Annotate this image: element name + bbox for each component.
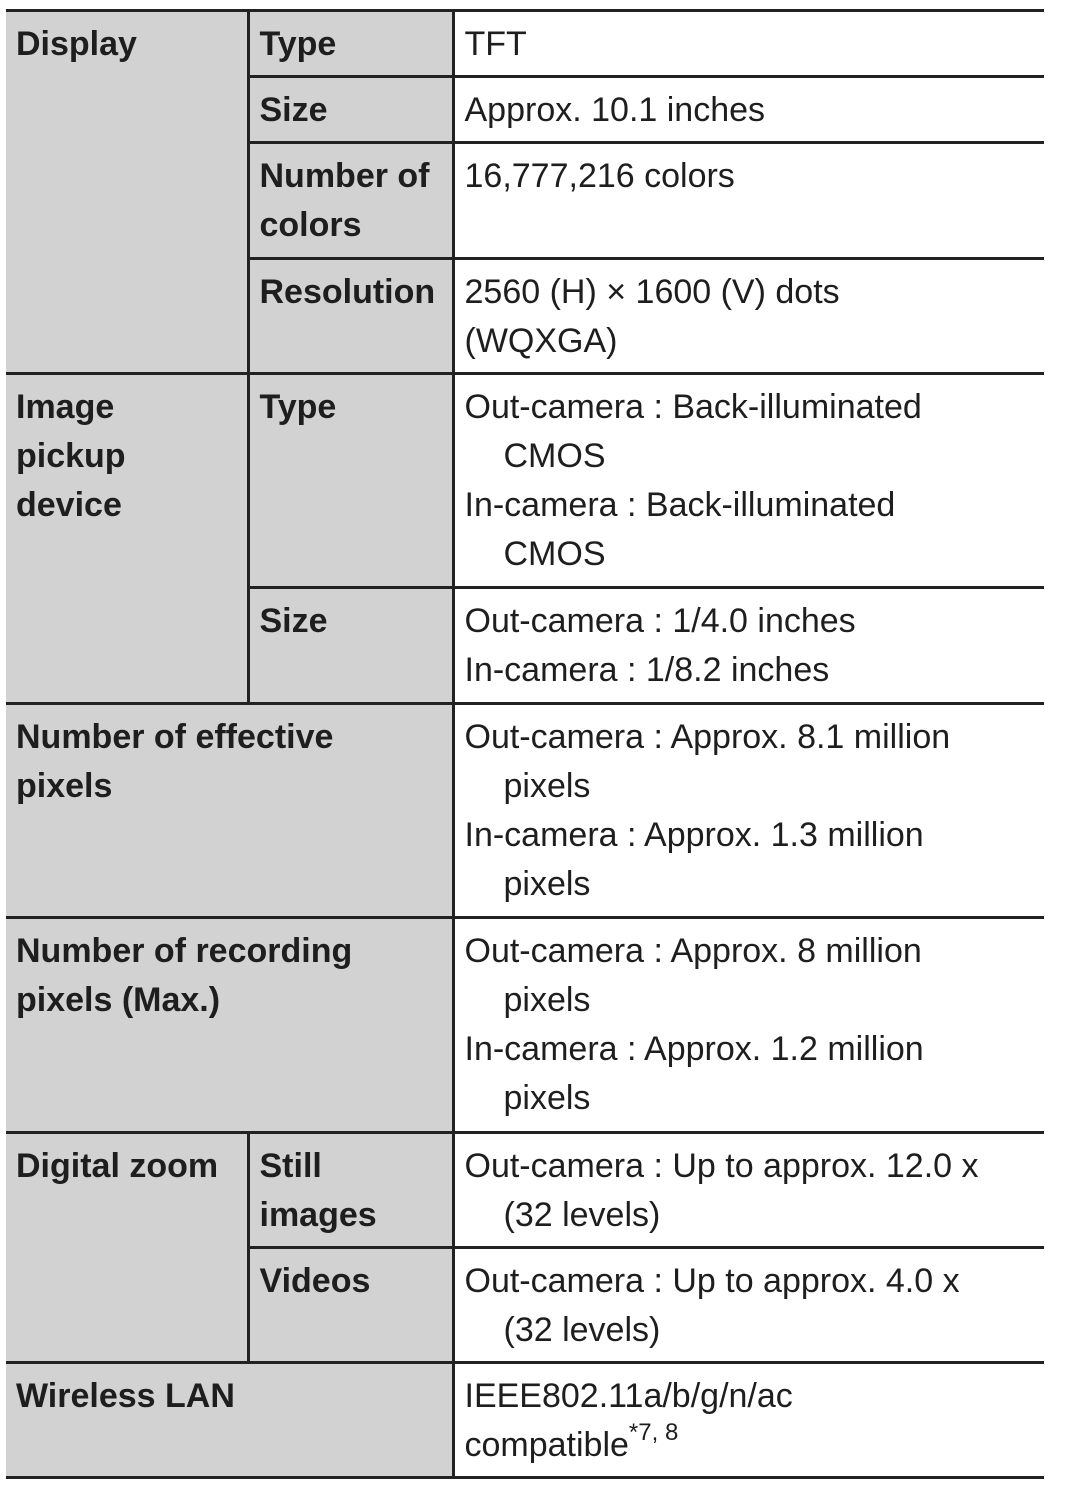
cell-text-line: In-camera : 1/8.2 inches <box>464 651 830 689</box>
spec-table <box>6 9 1044 1479</box>
cell-text-line: Out-camera : Up to approx. 12.0 x <box>464 1147 979 1185</box>
cell-text-line: pixels <box>16 767 113 805</box>
effective-pixels-row <box>6 704 1044 918</box>
cell-text-line: device <box>16 486 122 524</box>
display-size-value <box>453 77 1044 143</box>
cell-text-line: pixels <box>503 865 591 903</box>
zoom-still-value <box>453 1133 1044 1248</box>
cell-text-line: 2560 (H) × 1600 (V) dots <box>464 273 840 311</box>
cell-text-line: Out-camera : Back-illuminated <box>464 388 922 426</box>
pickup-type-value <box>453 374 1044 588</box>
cell-text-line: IEEE802.11a/b/g/n/ac <box>464 1377 793 1415</box>
recording-pixels-label <box>6 918 453 1133</box>
wireless-lan-value <box>453 1363 1044 1478</box>
pickup-label <box>6 374 248 704</box>
zoom-videos-label <box>248 1248 453 1363</box>
cell-text-line: pickup <box>16 437 126 475</box>
cell-text-line: Out-camera : Approx. 8 million <box>464 932 922 970</box>
cell-text-line: CMOS <box>503 535 606 573</box>
cell-text-line: Number of effective <box>16 718 334 756</box>
zoom-videos-value <box>453 1248 1044 1363</box>
display-resolution-value <box>453 259 1044 374</box>
recording-pixels-value <box>453 918 1044 1133</box>
cell-text-line: Out-camera : Up to approx. 4.0 x <box>464 1262 960 1300</box>
display-resolution-label <box>248 259 453 374</box>
cell-text-line: images <box>259 1196 377 1234</box>
cell-text-line: (32 levels) <box>503 1196 661 1234</box>
wireless-lan-label <box>6 1363 453 1478</box>
display-label <box>6 11 248 374</box>
display-colors-label <box>248 143 453 259</box>
cell-text-line: pixels (Max.) <box>16 981 221 1019</box>
cell-text-line: CMOS <box>503 437 606 475</box>
cell-text-line: Type <box>259 25 337 63</box>
cell-text-line: Resolution <box>259 273 436 311</box>
cell-text-line: Number of <box>259 157 430 195</box>
display-type-row <box>6 11 1044 77</box>
cell-text-line: (32 levels) <box>503 1311 661 1349</box>
display-colors-value <box>453 143 1044 259</box>
footnote-marker: *7, 8 <box>628 1418 679 1446</box>
cell-text-line: Videos <box>259 1262 371 1300</box>
cell-text-line: Image <box>16 388 115 426</box>
cell-text-line: Wireless LAN <box>16 1377 235 1415</box>
cell-text-line: Out-camera : Approx. 8.1 million <box>464 718 951 756</box>
pickup-size-value <box>453 588 1044 704</box>
cell-text-line: colors <box>259 206 362 244</box>
cell-text-line: pixels <box>503 981 591 1019</box>
cell-text-line: Approx. 10.1 inches <box>464 91 766 129</box>
pickup-type-label <box>248 374 453 588</box>
cell-text-line: Size <box>259 602 328 640</box>
pickup-type-row <box>6 374 1044 588</box>
cell-text-line: pixels <box>503 1079 591 1117</box>
cell-text-line: (WQXGA) <box>464 322 618 360</box>
zoom-still-label <box>248 1133 453 1248</box>
display-type-value <box>453 11 1044 77</box>
cell-text-line: In-camera : Approx. 1.3 million <box>464 816 924 854</box>
cell-text-line: Out-camera : 1/4.0 inches <box>464 602 856 640</box>
cell-text-line: Digital zoom <box>16 1147 219 1185</box>
cell-text-line: 16,777,216 colors <box>464 157 735 195</box>
cell-text-line: Display <box>16 25 137 63</box>
cell-text-line <box>464 1418 1036 1470</box>
display-type-label <box>248 11 453 77</box>
effective-pixels-value <box>453 704 1044 918</box>
wireless-lan-compatible: compatible <box>464 1426 629 1464</box>
cell-text-line: In-camera : Approx. 1.2 million <box>464 1030 924 1068</box>
pickup-size-label <box>248 588 453 704</box>
zoom-still-row <box>6 1133 1044 1248</box>
wireless-lan-row <box>6 1363 1044 1478</box>
cell-text-line: Type <box>259 388 337 426</box>
cell-text-line: Size <box>259 91 328 129</box>
effective-pixels-label <box>6 704 453 918</box>
cell-text-line: Number of recording <box>16 932 353 970</box>
cell-text-line: Still <box>259 1147 322 1185</box>
recording-pixels-row <box>6 918 1044 1133</box>
digital-zoom-label <box>6 1133 248 1363</box>
cell-text-line: pixels <box>503 767 591 805</box>
cell-text-line: TFT <box>464 25 527 63</box>
display-size-label <box>248 77 453 143</box>
cell-text-line: In-camera : Back-illuminated <box>464 486 896 524</box>
